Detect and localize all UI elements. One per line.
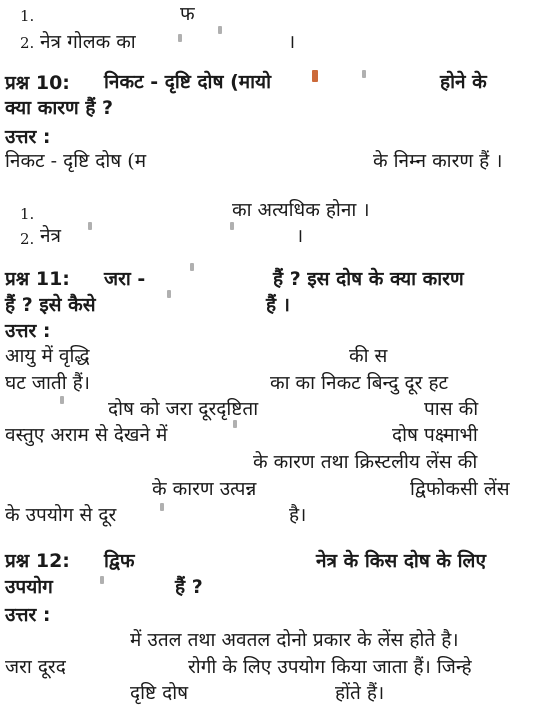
question-label: प्रश्न 12:: [5, 550, 70, 572]
list-item-text: नेत्र गोलक का: [40, 31, 136, 53]
list-number: 2.: [20, 34, 35, 52]
redaction-mark: [312, 70, 318, 82]
redaction-mark: [60, 396, 64, 404]
question-text: हैं ? इस दोष के क्या कारण: [273, 268, 464, 290]
answer-text: निकट - दृष्टि दोष (म: [5, 150, 147, 172]
question-text: होने के: [440, 71, 487, 93]
answer-text: द्विफोकसी लेंस: [410, 478, 510, 500]
list-item-end: ।: [296, 225, 304, 247]
answer-text: वस्तुए अराम से देखने में: [5, 424, 168, 446]
redaction-mark: [218, 26, 222, 34]
answer-label: उत्तर :: [5, 126, 51, 148]
answer-text: रोगी के लिए उपयोग किया जाता हैं। जिन्हे: [188, 656, 472, 678]
answer-text: दृष्टि दोष: [130, 682, 189, 704]
list-item-text: का अत्यधिक होना ।: [232, 199, 370, 221]
answer-text: के कारण उत्पन्न: [152, 478, 257, 500]
redaction-mark: [362, 70, 366, 78]
answer-text: के उपयोग से दूर: [5, 504, 117, 526]
answer-text: के कारण तथा क्रिस्टलीय लेंस की: [253, 451, 478, 473]
list-number: 1.: [20, 205, 35, 223]
redaction-mark: [160, 503, 164, 511]
redaction-mark: [178, 34, 182, 42]
redaction-mark: [190, 263, 194, 271]
redaction-mark: [100, 576, 104, 584]
question-text: हैं ?: [175, 576, 203, 598]
answer-text: का का निकट बिन्दु दूर हट: [270, 372, 449, 394]
answer-text: होंते हैं।: [335, 682, 385, 704]
answer-text: जरा दूरद: [5, 656, 66, 678]
list-item-text: नेत्र: [40, 225, 62, 247]
redaction-mark: [230, 222, 234, 230]
redaction-mark: [167, 290, 171, 298]
question-label: प्रश्न 11:: [5, 268, 70, 290]
question-text: हैं ? इसे कैसे: [5, 294, 96, 316]
question-text: जरा -: [104, 268, 146, 290]
question-text: उपयोग: [5, 576, 53, 598]
answer-text: की स: [349, 345, 388, 367]
answer-text: पास की: [424, 398, 479, 420]
question-label: प्रश्न 10:: [5, 72, 70, 94]
question-text: द्विफ: [104, 550, 135, 572]
redaction-mark: [233, 420, 237, 428]
answer-text: घट जाती हैं।: [5, 372, 90, 394]
answer-text: आयु में वृद्धि: [5, 345, 90, 367]
answer-text: है।: [289, 504, 307, 526]
question-text: नेत्र के किस दोष के लिए: [316, 550, 486, 572]
list-number: 1.: [20, 7, 35, 25]
question-text: निकट - दृष्टि दोष (मायो: [104, 71, 271, 93]
answer-label: उत्तर :: [5, 320, 51, 342]
answer-text: में उतल तथा अवतल दोनो प्रकार के लेंस होते है।: [130, 629, 459, 651]
question-text: हैं ।: [266, 294, 290, 316]
list-item-end: ।: [288, 31, 296, 53]
answer-text: दोष पक्ष्माभी: [392, 424, 478, 446]
list-number: 2.: [20, 230, 35, 248]
answer-text: दोष को जरा दूरदृष्टिता: [108, 398, 259, 420]
answer-label: उत्तर :: [5, 604, 51, 626]
answer-text: के निम्न कारण हैं ।: [373, 150, 503, 172]
question-text: क्या कारण हैं ?: [5, 97, 114, 119]
list-item-text: फ: [180, 3, 195, 25]
redaction-mark: [88, 222, 92, 230]
